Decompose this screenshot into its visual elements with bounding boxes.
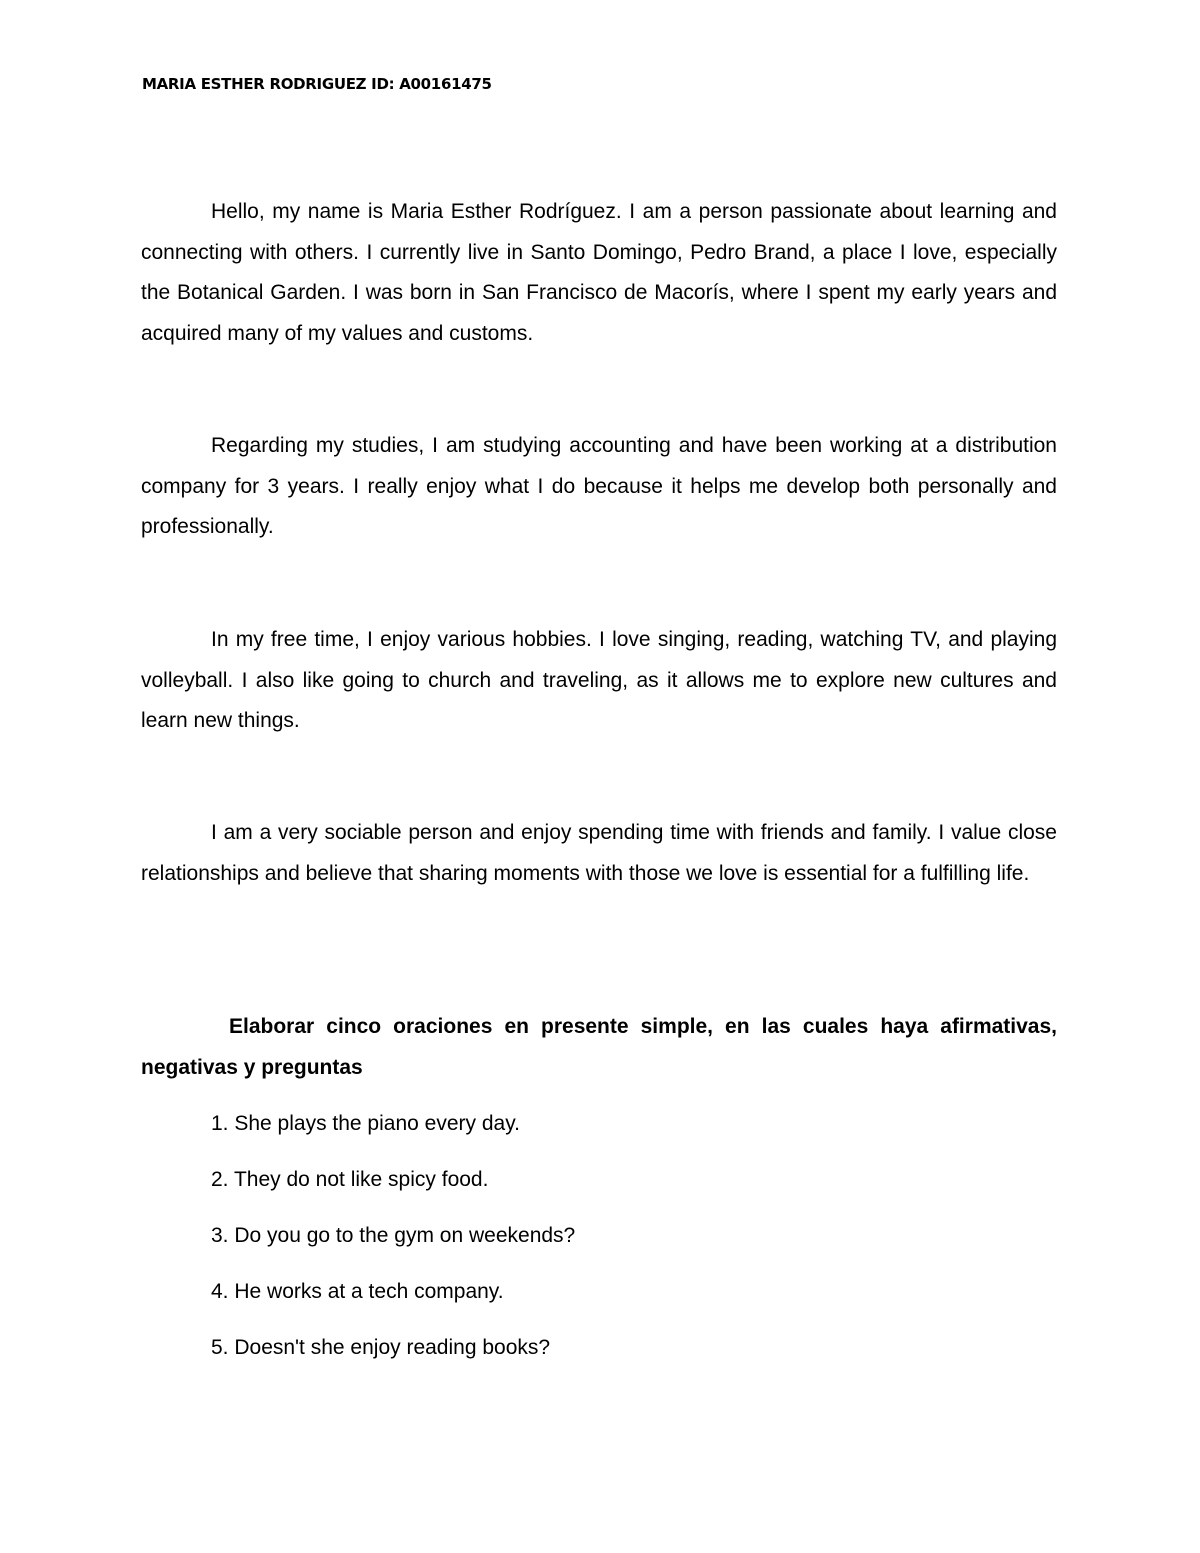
document-header: MARIA ESTHER RODRIGUEZ ID: A00161475 — [142, 75, 492, 93]
sentence-list — [211, 1106, 575, 1386]
list-item: 3. Do you go to the gym on weekends? — [211, 1224, 576, 1247]
paragraph-hobbies: In my free time, I enjoy various hobbies. I love singing, reading, watching TV, and playing volleyball. I also like going to church and traveling, as it allows me to explore new cultures and learn new things. — [141, 628, 1057, 732]
paragraph-studies: Regarding my studies, I am studying accounting and have been working at a distribution company for 3 years. I really enjoy what I do because it helps me develop both personally and professionally. — [141, 434, 1057, 538]
paragraph-sociable: I am a very sociable person and enjoy spending time with friends and family. I value close relationships and believe that sharing moments with those we love is essential for a fulfilling life. — [141, 821, 1057, 885]
exercise-instruction: Elaborar cinco oraciones en presente simple, en las cuales haya afirmativas, negativas y preguntas — [141, 1015, 1057, 1079]
list-item: 5. Doesn't she enjoy reading books? — [211, 1336, 551, 1359]
list-item: 2. They do not like spicy food. — [211, 1168, 489, 1191]
list-item: 4. He works at a tech company. — [211, 1280, 504, 1303]
list-item: 1. She plays the piano every day. — [211, 1112, 520, 1135]
paragraph-introduction: Hello, my name is Maria Esther Rodríguez. I am a person passionate about learning and connecting with others. I currently live in Santo Domingo, Pedro Brand, a place I love, especially the Botanical Garden. I was born in San Francisco de Macorís, where I spent my early years and acquired many of my values and customs. — [141, 200, 1057, 345]
